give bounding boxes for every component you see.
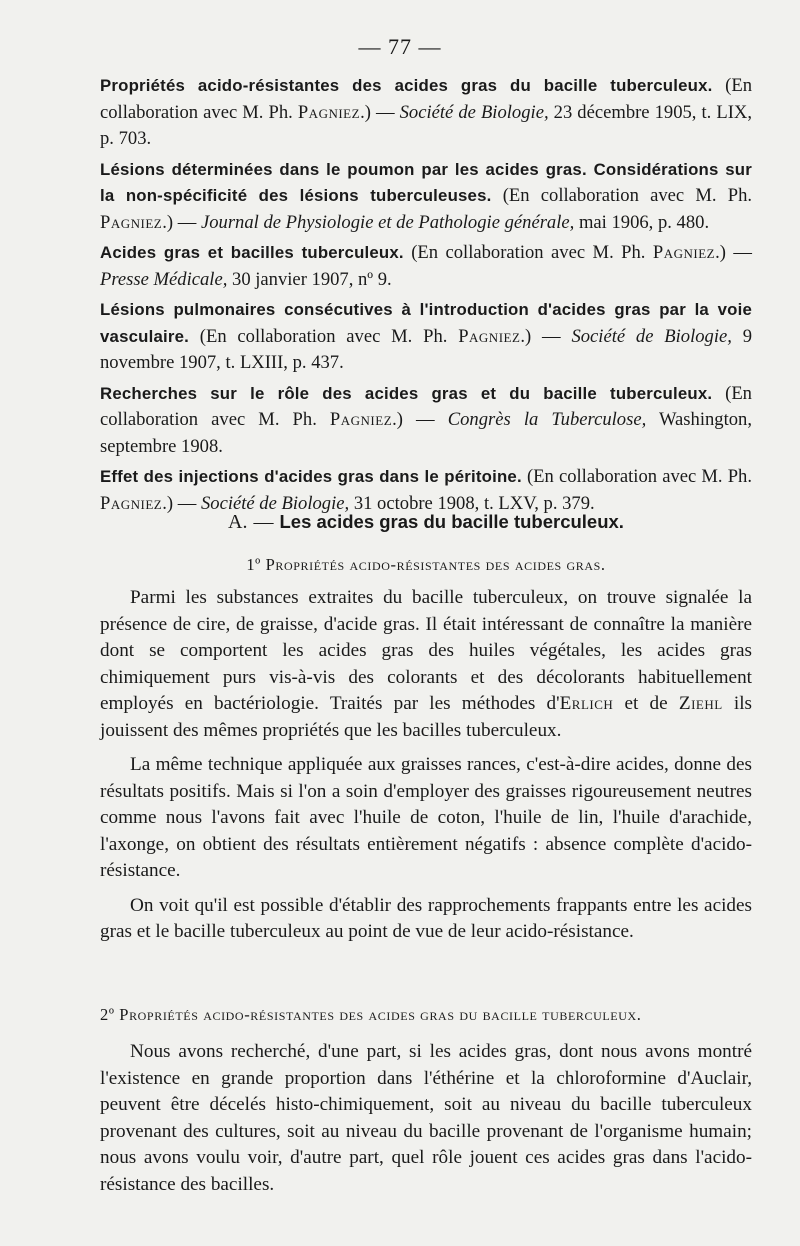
reference-entry: Lésions déterminées dans le poumon par les acides gras. Considérations sur la non-spécificité des lésions tuberculeuses. (En collaboration avec M. Ph. Pagniez.) — Journal de Physiologie et de Pathologie générale, mai 1906, p. 480. xyxy=(100,159,753,233)
journal-name: Société de Biologie, xyxy=(571,325,732,347)
reference-entry: Propriétés acido-résistantes des acides gras du bacille tuberculeux. (En collaboration avec M. Ph. Pagniez.) — Société de Biologie, 23 décembre 1905, t. LIX, p. 703. xyxy=(100,75,753,149)
reference-title: Acides gras et bacilles tuberculeux. xyxy=(100,243,404,262)
subsection-heading-1: 1º Propriétés acido-résistantes des acides gras. xyxy=(246,555,606,574)
paragraph: On voit qu'il est possible d'établir des rapprochements frappants entre les acides gras et le bacille tuberculeux au point de vue de leur acido-résistance. xyxy=(100,894,752,942)
reference-title: Lésions déterminées dans le poumon par les acides gras. Considérations sur la non-spécificité des lésions tuberculeuses. xyxy=(100,159,752,205)
paragraph: Nous avons recherché, d'une part, si les acides gras, dont nous avons montré l'existence en grande proportion dans l'éthérine et la chloroformine d'Auclair, peuvent être décelés histo-chimiquement, soit au niveau du bacille tuberculeux provenant des cultures, soit au niveau du bacille provenant de l'organisme humain; nous avons voulu voir, d'autre part, quel rôle jouent ces acides gras dans l'acido-résistance des bacilles. xyxy=(100,1041,752,1195)
subsection-1-body xyxy=(100,585,752,946)
collaborator-name: Pagniez xyxy=(297,101,361,123)
paragraph: Parmi les substances extraites du bacille tuberculeux, on trouve signalée la présence de cire, de graisse, d'acide gras. Il était intéressant de connaître la manière dont se comportent les acides gras des huiles végétales, les acides gras chimiquement purs vis-à-vis des colorants et des décolorants habituellement employés en bactériologie. Traités par les méthodes d'Erlich et de Ziehl ils jouissent des mêmes propriétés que les bacilles tuberculeux. xyxy=(100,587,752,741)
paragraph: La même technique appliquée aux graisses rances, c'est-à-dire acides, donne des résultats positifs. Mais si l'on a soin d'employer des graisses rigoureusement neutres comme nous l'avons fait avec l'huile de coton, l'huile de lin, l'huile d'arachide, l'axonge, on obtient des résultats entièrement négatifs : absence complète d'acido-résistance. xyxy=(100,754,752,881)
journal-name: Société de Biologie, xyxy=(200,492,350,514)
section-heading xyxy=(100,511,752,534)
journal-name: Presse Médicale, xyxy=(100,268,228,290)
reference-entry: Recherches sur le rôle des acides gras et du bacille tuberculeux. (En collaboration avec M. Ph. Pagniez.) — Congrès la Tuberculose, Washington, septembre 1908. xyxy=(100,382,752,457)
reference-entry: Effet des injections d'acides gras dans le péritoine. (En collaboration avec M. Ph. Pagniez.) — Société de Biologie, 31 octobre 1908, t. LXV, p. 379. xyxy=(100,466,752,514)
reference-title: Propriétés acido-résistantes des acides gras du bacille tuberculeux. xyxy=(100,76,713,95)
collaborator-name: Pagniez xyxy=(329,409,393,430)
collaborator-name: Pagniez xyxy=(100,211,163,233)
subsection-heading-2: 2º Propriétés acido-résistantes des acides gras du bacille tuberculeux. xyxy=(100,1005,642,1024)
references-list xyxy=(100,73,752,521)
reference-title: Recherches sur le rôle des acides gras et du bacille tuberculeux. xyxy=(100,383,713,403)
author-name: Erlich xyxy=(559,693,614,714)
journal-name: Journal de Physiologie et de Pathologie générale, xyxy=(200,211,575,233)
collaborator-name: Pagniez xyxy=(458,325,521,347)
section-dash: — xyxy=(253,511,274,533)
reference-title: Effet des injections d'acides gras dans le péritoine. xyxy=(100,467,522,486)
journal-name: Société de Biologie, xyxy=(399,101,549,123)
author-name: Ziehl xyxy=(678,693,723,714)
subsection-2-body xyxy=(100,1039,752,1198)
collaborator-name: Pagniez xyxy=(100,492,163,514)
section-title: Les acides gras du bacille tuberculeux. xyxy=(279,511,624,532)
journal-name: Congrès la Tuberculose, xyxy=(447,409,647,430)
reference-entry: Lésions pulmonaires consécutives à l'introduction d'acides gras par la voie vasculaire. (En collaboration avec M. Ph. Pagniez.) — Société de Biologie, 9 novembre 1907, t. LXIII, p. 437. xyxy=(100,300,752,373)
reference-title: Lésions pulmonaires consécutives à l'introduction d'acides gras par la voie vasculaire. xyxy=(100,300,752,346)
page-number: — 77 — xyxy=(358,34,442,59)
section-letter: A. xyxy=(228,511,248,533)
collaborator-name: Pagniez xyxy=(652,242,716,263)
reference-entry: Acides gras et bacilles tuberculeux. (En collaboration avec M. Ph. Pagniez.) — Presse Médicale, 30 janvier 1907, nº 9. xyxy=(100,242,752,290)
